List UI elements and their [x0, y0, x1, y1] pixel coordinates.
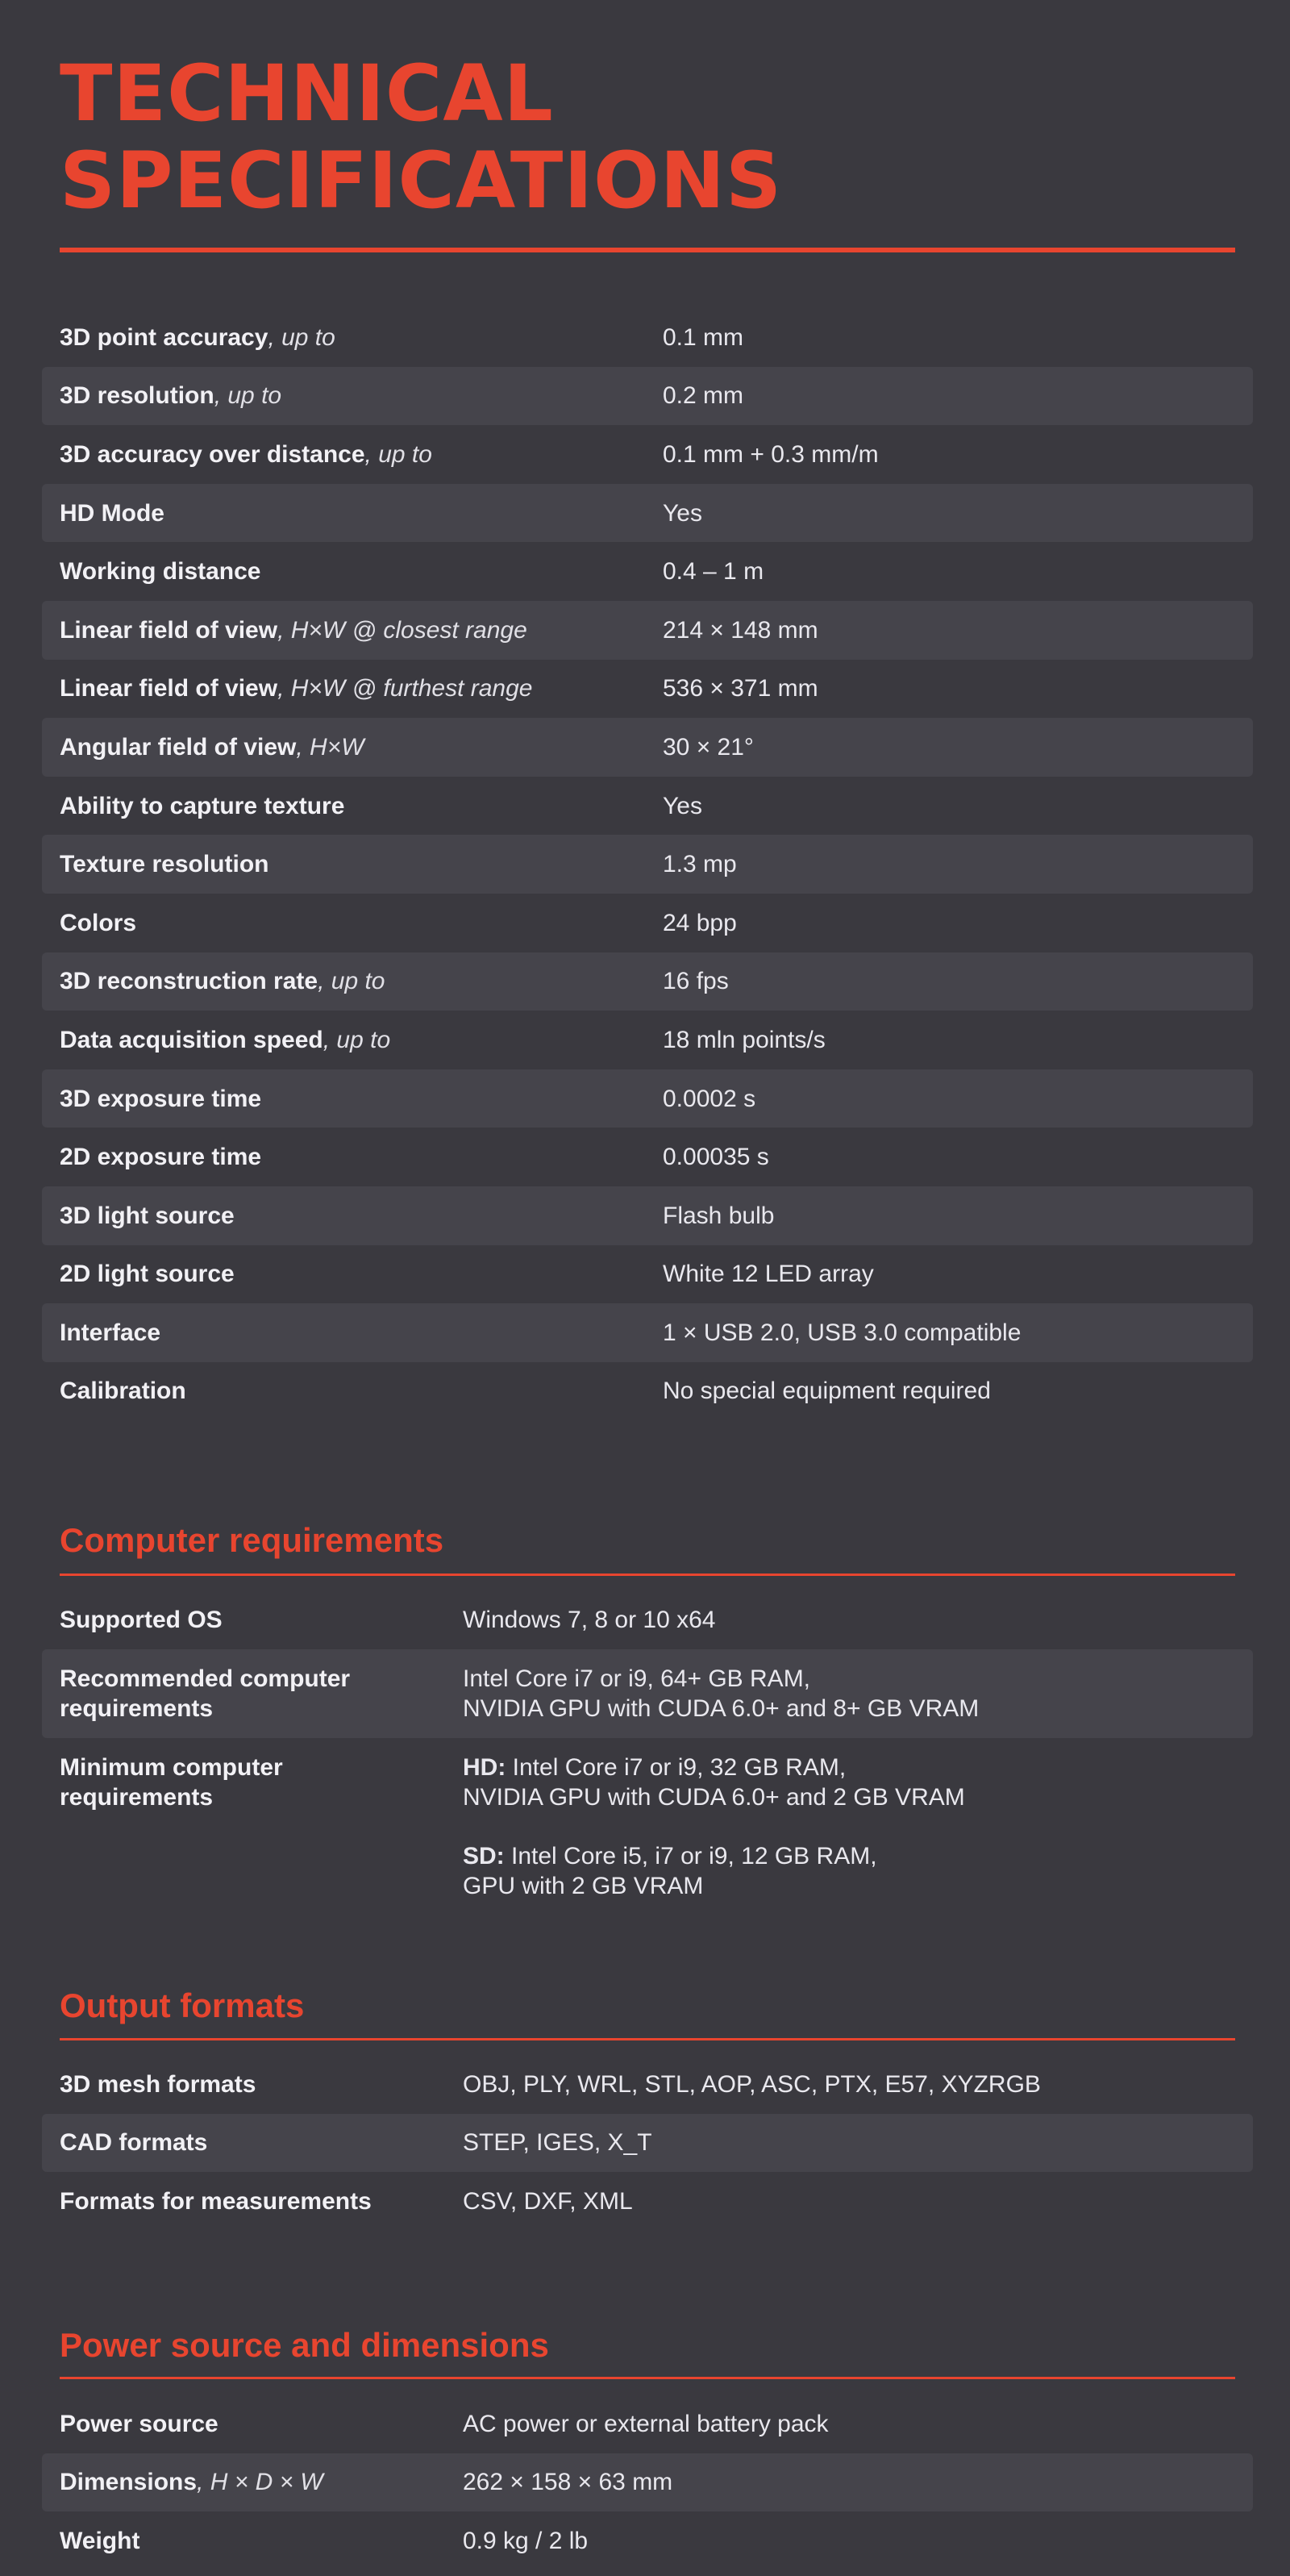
- req-recommended-value-2: NVIDIA GPU with CUDA 6.0+ and 8+ GB VRAM: [463, 1694, 980, 1722]
- spec-row-3d-accuracy-over-distance: 3D accuracy over distance , up to 0.1 mm + 0.3 mm/m: [60, 440, 879, 468]
- req-minimum-sd-line-1: SD: Intel Core i5, i7 or i9, 12 GB RAM,: [463, 1842, 877, 1869]
- format-row-3d-mesh: 3D mesh formats OBJ, PLY, WRL, STL, AOP, ASC, PTX, E57, XYZRGB: [60, 2070, 1041, 2098]
- req-recommended-label-2: requirements: [60, 1694, 214, 1722]
- spec-row-linear-fov-closest: Linear field of view , H×W @ closest range 214 × 148 mm: [42, 601, 1253, 660]
- spec-row-working-distance: Working distance 0.4 – 1 m: [60, 558, 764, 586]
- output-formats-table: [42, 2055, 1253, 2231]
- spec-row-angular-fov: Angular field of view , H×W 30 × 21°: [42, 718, 1253, 777]
- req-row-recommended: [42, 1649, 1253, 1738]
- spec-row-2d-light-source: 2D light source White 12 LED array: [60, 1261, 874, 1288]
- req-recommended-value-1: Intel Core i7 or i9, 64+ GB RAM,: [463, 1665, 811, 1692]
- power-dimensions-table: [42, 2395, 1253, 2570]
- spec-row-texture-resolution: Texture resolution 1.3 mp: [42, 835, 1253, 894]
- format-row-cad: CAD formats STEP, IGES, X_T: [42, 2114, 1253, 2173]
- spec-row-interface: Interface 1 × USB 2.0, USB 3.0 compatible: [42, 1303, 1253, 1362]
- computer-requirements-table: [42, 1590, 1253, 1932]
- format-row-measurements: Formats for measurements CSV, DXF, XML: [60, 2187, 633, 2215]
- spec-row-2d-exposure-time: 2D exposure time 0.00035 s: [60, 1144, 769, 1171]
- page-title: [60, 50, 782, 224]
- spec-row-3d-resolution: 3D resolution , up to 0.2 mm: [42, 367, 1253, 426]
- req-minimum-hd-line-2: NVIDIA GPU with CUDA 6.0+ and 2 GB VRAM: [463, 1783, 965, 1811]
- computer-requirements-divider: [60, 1574, 1235, 1576]
- req-minimum-label-2: requirements: [60, 1783, 214, 1811]
- spec-row-data-acquisition-speed: Data acquisition speed , up to 18 mln points/s: [60, 1026, 826, 1053]
- req-recommended-label-1: Recommended computer: [60, 1665, 351, 1692]
- spec-row-calibration: Calibration No special equipment required: [60, 1378, 991, 1405]
- power-dimensions-divider: [60, 2377, 1235, 2379]
- output-formats-divider: [60, 2038, 1235, 2040]
- req-row-minimum: [42, 1738, 1253, 1932]
- section-title-computer-requirements: Computer requirements: [60, 1521, 444, 1559]
- spec-row-linear-fov-furthest: Linear field of view , H×W @ furthest range 536 × 371 mm: [60, 675, 818, 702]
- req-minimum-label-1: Minimum computer: [60, 1753, 283, 1781]
- power-row-dimensions: Dimensions , H × D × W 262 × 158 × 63 mm: [42, 2453, 1253, 2512]
- title-divider: [60, 248, 1235, 252]
- spec-row-3d-light-source: 3D light source Flash bulb: [42, 1186, 1253, 1245]
- spec-row-colors: Colors 24 bpp: [60, 909, 737, 936]
- spec-row-texture-capture: Ability to capture texture Yes: [60, 792, 702, 819]
- req-minimum-sd-line-2: GPU with 2 GB VRAM: [463, 1872, 704, 1899]
- section-title-output-formats: Output formats: [60, 1986, 305, 2024]
- spec-row-hd-mode: HD Mode Yes: [42, 484, 1253, 543]
- section-title-power-and-dimensions: Power source and dimensions: [60, 2326, 549, 2364]
- spec-row-3d-point-accuracy: 3D point accuracy , up to 0.1 mm: [60, 323, 744, 351]
- power-row-power-source: Power source AC power or external battery pack: [60, 2410, 829, 2437]
- page-title-line-1: TECHNICAL: [60, 48, 554, 139]
- req-row-supported-os: Supported OS Windows 7, 8 or 10 x64: [60, 1606, 716, 1633]
- specs-table: [42, 308, 1253, 1420]
- spec-row-3d-exposure-time: 3D exposure time 0.0002 s: [42, 1069, 1253, 1128]
- spec-row-reconstruction-rate: 3D reconstruction rate , up to 16 fps: [42, 952, 1253, 1011]
- power-row-weight: Weight 0.9 kg / 2 lb: [60, 2527, 589, 2554]
- page-title-line-2: SPECIFICATIONS: [60, 135, 783, 226]
- req-minimum-hd-line-1: HD: Intel Core i7 or i9, 32 GB RAM,: [463, 1753, 847, 1781]
